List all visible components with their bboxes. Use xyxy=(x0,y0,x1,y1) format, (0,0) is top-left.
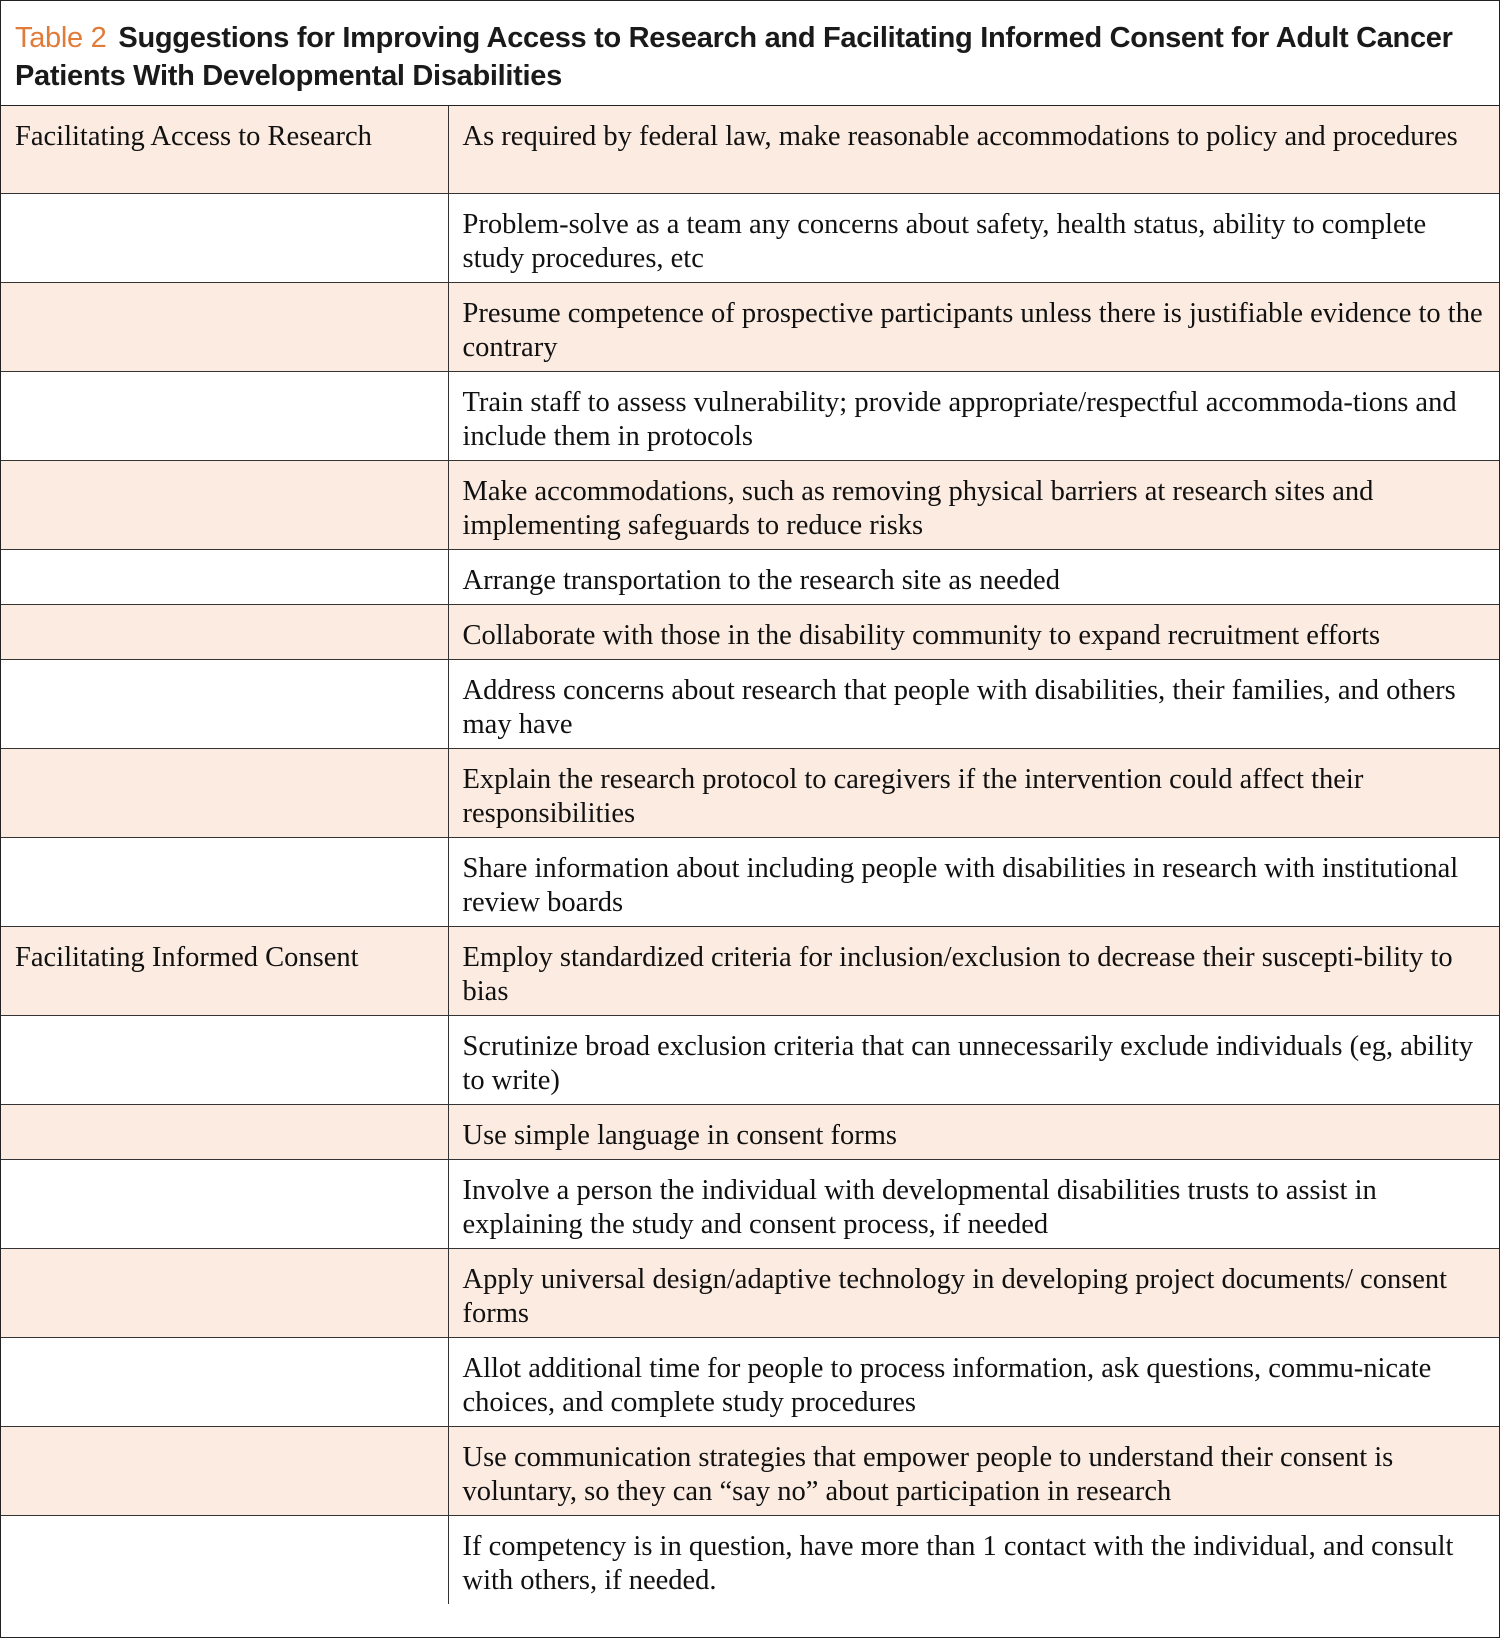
suggestion-cell: Address concerns about research that people with disabilities, their families, and others may have xyxy=(448,660,1499,749)
category-cell xyxy=(1,1249,448,1338)
suggestion-cell: Apply universal design/adaptive technology in developing project documents/ consent forms xyxy=(448,1249,1499,1338)
category-cell xyxy=(1,1016,448,1105)
suggestion-cell: Make accommodations, such as removing physical barriers at research sites and implementing safeguards to reduce risks xyxy=(448,461,1499,550)
table-caption xyxy=(1,1,1499,106)
suggestion-cell: Explain the research protocol to caregivers if the intervention could affect their responsibilities xyxy=(448,749,1499,838)
category-cell xyxy=(1,1160,448,1249)
category-cell xyxy=(1,194,448,283)
category-cell xyxy=(1,749,448,838)
category-cell xyxy=(1,461,448,550)
table-title: Suggestions for Improving Access to Research and Facilitating Informed Consent for Adult Cancer Patients With Developmental Disabilities xyxy=(15,22,1453,92)
category-cell xyxy=(1,1427,448,1516)
table-row xyxy=(1,1516,1499,1605)
suggestion-cell: Allot additional time for people to process information, ask questions, commu-nicate choices, and complete study procedures xyxy=(448,1338,1499,1427)
table-row xyxy=(1,1160,1499,1249)
category-cell xyxy=(1,1338,448,1427)
category-cell: Facilitating Access to Research xyxy=(1,106,448,194)
category-cell xyxy=(1,660,448,749)
table-label: Table 2 xyxy=(15,22,107,54)
table-row xyxy=(1,106,1499,194)
category-cell xyxy=(1,1105,448,1160)
suggestions-table xyxy=(1,106,1499,1604)
category-cell: Facilitating Informed Consent xyxy=(1,927,448,1016)
table-row xyxy=(1,1016,1499,1105)
category-cell xyxy=(1,1516,448,1605)
table-row xyxy=(1,605,1499,660)
category-cell xyxy=(1,550,448,605)
table-row xyxy=(1,461,1499,550)
table-row xyxy=(1,283,1499,372)
table-row xyxy=(1,927,1499,1016)
table-row xyxy=(1,1105,1499,1160)
category-cell xyxy=(1,283,448,372)
suggestion-cell: Arrange transportation to the research site as needed xyxy=(448,550,1499,605)
suggestion-cell: Use simple language in consent forms xyxy=(448,1105,1499,1160)
suggestion-cell: Scrutinize broad exclusion criteria that can unnecessarily exclude individuals (eg, ability to write) xyxy=(448,1016,1499,1105)
category-cell xyxy=(1,372,448,461)
table-row xyxy=(1,550,1499,605)
table-row xyxy=(1,749,1499,838)
table-row xyxy=(1,1427,1499,1516)
table-row xyxy=(1,372,1499,461)
suggestion-cell: Use communication strategies that empower people to understand their consent is voluntary, so they can “say no” about participation in research xyxy=(448,1427,1499,1516)
suggestion-cell: Employ standardized criteria for inclusion/exclusion to decrease their suscepti-bility to bias xyxy=(448,927,1499,1016)
suggestion-cell: As required by federal law, make reasonable accommodations to policy and procedures xyxy=(448,106,1499,194)
table-row xyxy=(1,660,1499,749)
suggestion-cell: Problem-solve as a team any concerns about safety, health status, ability to complete study procedures, etc xyxy=(448,194,1499,283)
table-row xyxy=(1,838,1499,927)
table-row xyxy=(1,1249,1499,1338)
suggestion-cell: Share information about including people with disabilities in research with institutional review boards xyxy=(448,838,1499,927)
suggestion-cell: Involve a person the individual with developmental disabilities trusts to assist in explaining the study and consent process, if needed xyxy=(448,1160,1499,1249)
suggestion-cell: If competency is in question, have more than 1 contact with the individual, and consult with others, if needed. xyxy=(448,1516,1499,1605)
category-cell xyxy=(1,838,448,927)
suggestion-cell: Presume competence of prospective participants unless there is justifiable evidence to the contrary xyxy=(448,283,1499,372)
suggestion-cell: Collaborate with those in the disability community to expand recruitment efforts xyxy=(448,605,1499,660)
suggestion-cell: Train staff to assess vulnerability; provide appropriate/respectful accommoda-tions and include them in protocols xyxy=(448,372,1499,461)
table-row xyxy=(1,194,1499,283)
table-row xyxy=(1,1338,1499,1427)
category-cell xyxy=(1,605,448,660)
